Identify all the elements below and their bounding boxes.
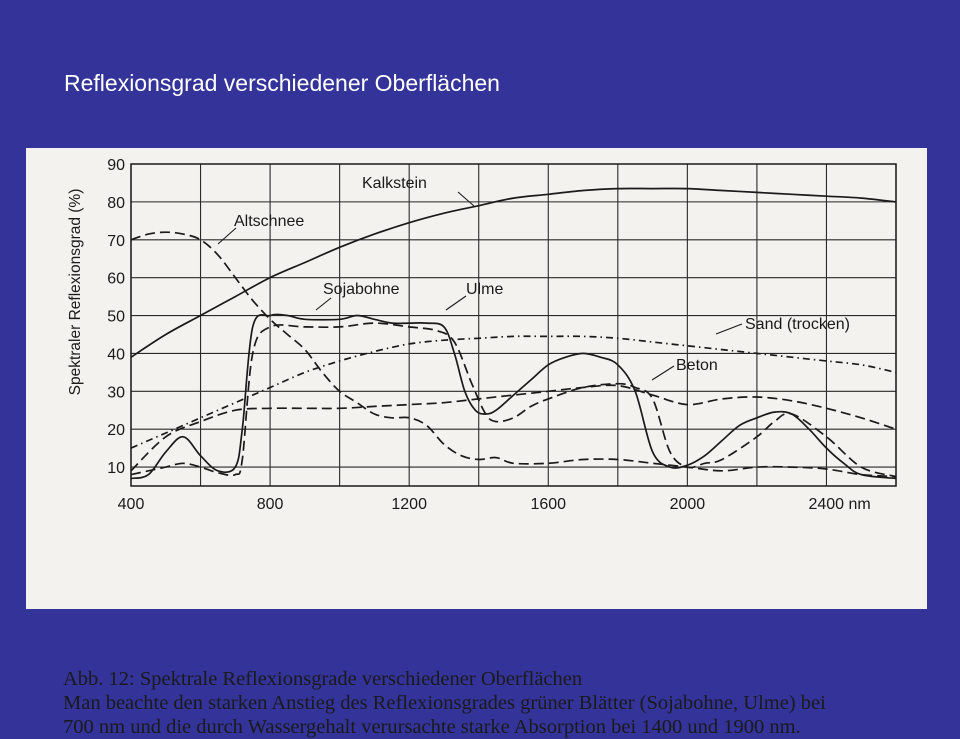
y-tick-label: 70 [107,232,125,250]
series-label: Sand (trocken) [745,316,850,333]
y-tick-label: 10 [107,460,125,478]
y-tick-label: 80 [107,194,125,212]
label-leader-line [458,192,474,206]
y-tick-label: 90 [107,157,125,174]
y-tick-label: 20 [107,422,125,440]
series-label: Beton [676,357,718,374]
y-tick-label: 60 [107,270,125,288]
x-tick-label: 2000 [669,496,706,513]
y-tick-label: 50 [107,308,125,326]
x-tick-label: 400 [117,496,145,513]
label-leader-line [716,324,742,334]
series-label: Kalkstein [362,175,427,192]
caption-line-2: 700 nm und die durch Wassergehalt verursachte starke Absorption bei 1400 und 1900 nm. [63,716,801,738]
series-ulme [131,315,896,479]
figure-caption [63,667,943,739]
axes [107,157,896,513]
x-tick-label: 2400 nm [808,496,871,513]
series-label: Sojabohne [323,281,400,298]
spectral-reflectance-chart [26,148,927,609]
x-tick-label: 1200 [391,496,427,513]
y-axis-label: Spektraler Reflexionsgrad (%) [67,188,84,396]
series-lines [131,188,896,478]
series-altschnee [131,232,896,476]
x-tick-label: 1600 [530,496,567,513]
series-label: Ulme [466,281,504,298]
y-tick-label: 40 [107,346,125,364]
label-leader-line [446,296,466,310]
y-tick-label: 30 [107,384,125,402]
caption-line-1: Man beachte den starken Anstieg des Reflexionsgrades grüner Blätter (Sojabohne, Ulme) bei [63,692,826,714]
label-leader-line [316,298,331,310]
caption-title: Abb. 12: Spektrale Reflexionsgrade verschiedener Oberflächen [63,668,583,690]
label-leader-line [218,228,236,244]
label-leader-line [652,366,674,380]
scanned-figure [26,148,927,738]
series-label: Altschnee [234,213,305,230]
slide-title: Reflexionsgrad verschiedener Oberflächen [64,70,500,96]
x-tick-label: 800 [256,496,284,513]
